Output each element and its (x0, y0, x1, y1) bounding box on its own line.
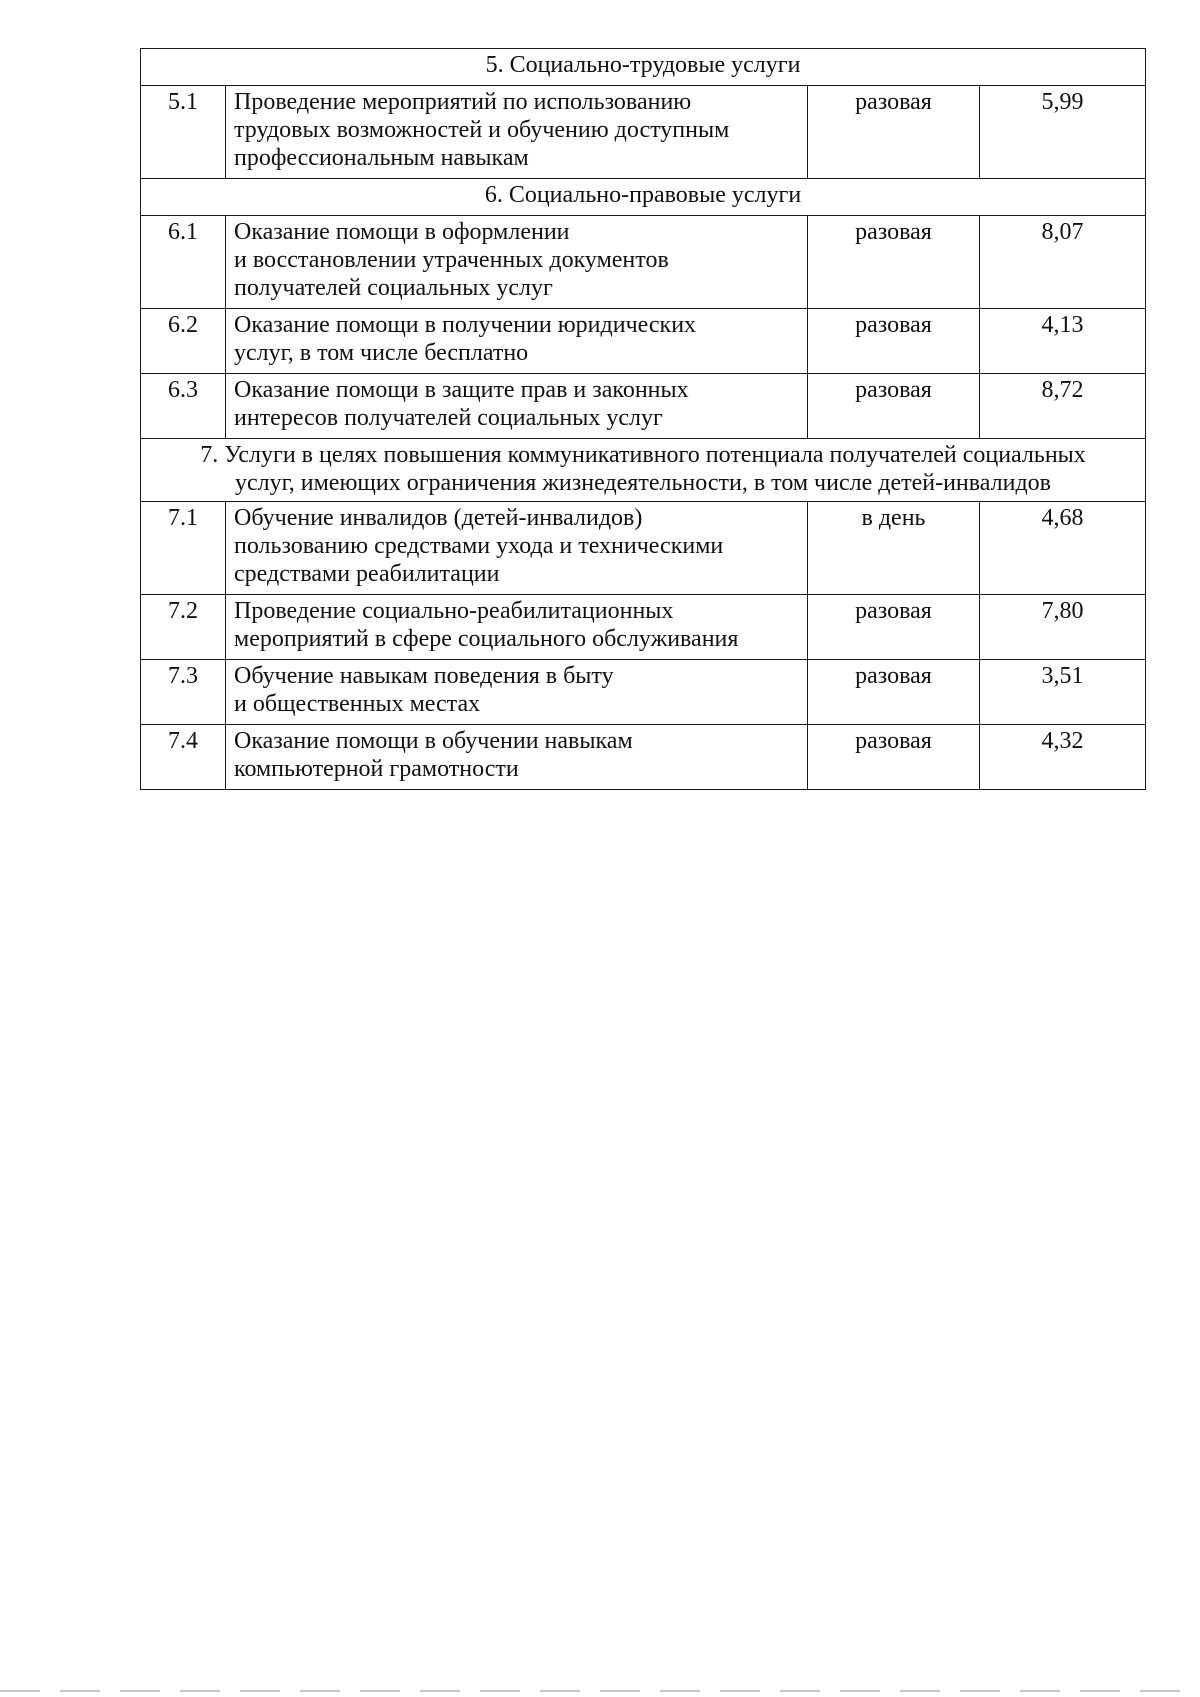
section-header-row (141, 439, 1146, 502)
service-name-line: Проведение социально-реабилитационных (234, 598, 674, 624)
service-name-line: интересов получателей социальных услуг (234, 405, 663, 431)
service-price: 4,68 (980, 502, 1146, 595)
section-title: 6. Социально-правовые услуги (141, 179, 1146, 216)
service-name-line: средствами реабилитации (234, 561, 500, 587)
service-price: 8,72 (980, 374, 1146, 439)
table-row (141, 725, 1146, 790)
section-header-row (141, 179, 1146, 216)
service-name-line: и восстановлении утраченных документов (234, 247, 669, 273)
service-number: 7.3 (141, 660, 226, 725)
service-unit: разовая (808, 216, 980, 309)
table-row (141, 86, 1146, 179)
service-name-line: Оказание помощи в оформлении (234, 219, 570, 245)
service-unit: разовая (808, 86, 980, 179)
service-price: 3,51 (980, 660, 1146, 725)
service-unit: разовая (808, 725, 980, 790)
section-title-line: услуг, имеющих ограничения жизнедеятельности, в том числе детей-инвалидов (235, 470, 1052, 496)
scan-edge-artifact (0, 1690, 1200, 1692)
table-row (141, 502, 1146, 595)
service-number: 6.1 (141, 216, 226, 309)
service-name-line: компьютерной грамотности (234, 756, 519, 782)
service-number: 7.4 (141, 725, 226, 790)
service-name-line: Оказание помощи в получении юридических (234, 312, 697, 338)
service-name-line: профессиональным навыкам (234, 145, 529, 171)
service-unit: разовая (808, 660, 980, 725)
section-header-row (141, 49, 1146, 86)
service-name-line: Обучение инвалидов (детей-инвалидов) (234, 505, 643, 531)
service-number: 7.1 (141, 502, 226, 595)
service-name-line: мероприятий в сфере социального обслуживания (234, 626, 739, 652)
service-number: 5.1 (141, 86, 226, 179)
table-row (141, 216, 1146, 309)
service-price: 7,80 (980, 595, 1146, 660)
section-title-line: 7. Услуги в целях повышения коммуникативного потенциала получателей социальных (200, 442, 1086, 468)
service-name-line: и общественных местах (234, 691, 481, 717)
service-unit: разовая (808, 309, 980, 374)
service-name-line: Оказание помощи в защите прав и законных (234, 377, 689, 403)
service-price: 5,99 (980, 86, 1146, 179)
service-name (226, 309, 808, 374)
service-unit: в день (808, 502, 980, 595)
service-name-line: услуг, в том числе бесплатно (234, 340, 529, 366)
service-number: 6.3 (141, 374, 226, 439)
service-name (226, 595, 808, 660)
service-name (226, 502, 808, 595)
table-row (141, 595, 1146, 660)
service-name-line: пользованию средствами ухода и техническими (234, 533, 724, 559)
service-name-line: Оказание помощи в обучении навыкам (234, 728, 633, 754)
services-price-table (140, 48, 1146, 790)
service-name (226, 725, 808, 790)
table-row (141, 309, 1146, 374)
table-row (141, 374, 1146, 439)
service-number: 7.2 (141, 595, 226, 660)
service-number: 6.2 (141, 309, 226, 374)
service-name (226, 660, 808, 725)
service-price: 4,32 (980, 725, 1146, 790)
service-unit: разовая (808, 595, 980, 660)
section-title: 5. Социально-трудовые услуги (141, 49, 1146, 86)
service-name-line: трудовых возможностей и обучению доступным (234, 117, 730, 143)
service-price: 4,13 (980, 309, 1146, 374)
service-name-line: Проведение мероприятий по использованию (234, 89, 692, 115)
service-price: 8,07 (980, 216, 1146, 309)
service-name-line: получателей социальных услуг (234, 275, 553, 301)
service-name-line: Обучение навыкам поведения в быту (234, 663, 614, 689)
service-unit: разовая (808, 374, 980, 439)
table-row (141, 660, 1146, 725)
service-name (226, 86, 808, 179)
service-name (226, 374, 808, 439)
service-name (226, 216, 808, 309)
section-title (141, 439, 1146, 502)
